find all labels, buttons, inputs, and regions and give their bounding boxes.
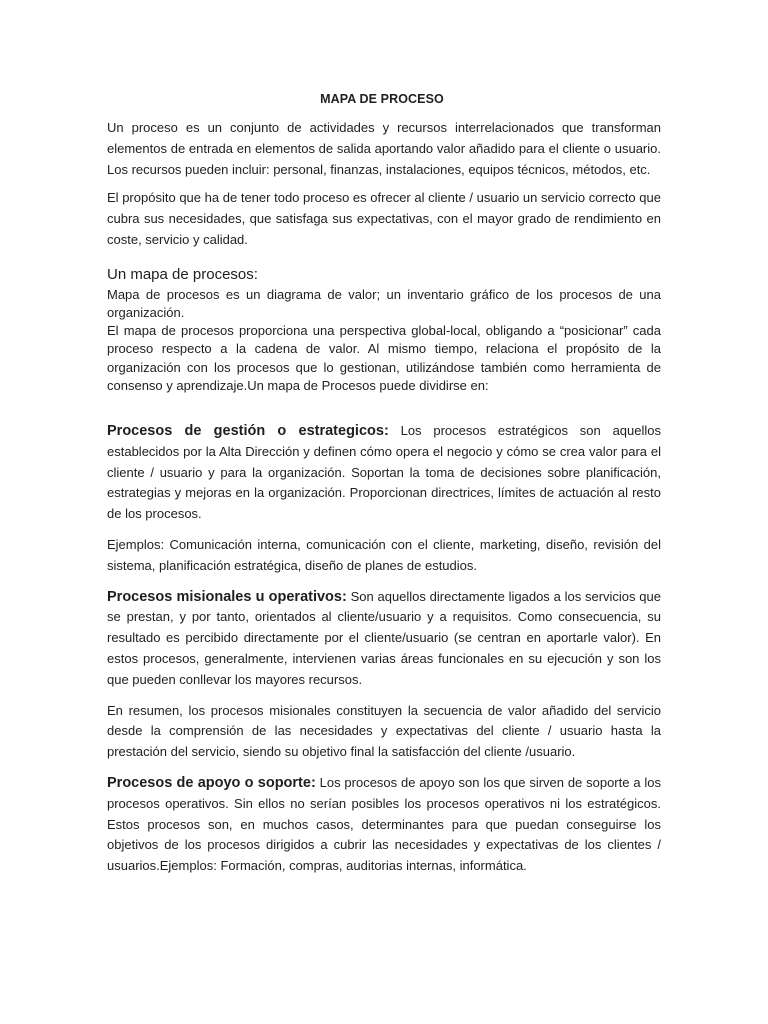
intro-paragraph-2: El propósito que ha de tener todo proceso es ofrecer al cliente / usuario un servicio correcto que cubra sus necesidades, que satisfaga sus expectativas, con el mayor grado de rendimiento en coste, servicio y calidad. [107,190,661,247]
support-text: Los procesos de apoyo son los que sirven de soporte a los procesos operativos. Sin ellos no serían posibles los procesos operativos ni los estratégicos. Estos procesos son, en muchos casos, determinantes para que puedan conseguirse los objetivos de los procesos dirigidos a cubrir las necesidades y expectativas de los clientes / usuarios.Ejemplos: Formación, compras, auditorias internas, informática. [107,774,661,874]
intro-paragraph-1: Un proceso es un conjunto de actividades y recursos interrelacionados que transforman elementos de entrada en elementos de salida aportando valor añadido para el cliente o usuario. Los recursos pueden incluir: personal, finanzas, instalaciones, equipos técnicos, métodos, etc. [107,120,661,177]
operational-summary: En resumen, los procesos misionales constituyen la secuencia de valor añadido del servicio desde la comprensión de las necesidades y expectativas del cliente / usuario hasta la prestación del servicio, siendo su objetivo final la satisfacción del cliente /usuario. [107,702,661,760]
strategic-examples: Ejemplos: Comunicación interna, comunicación con el cliente, marketing, diseño, revisión del sistema, planificación estratégica, diseño de planes de estudios. [107,536,661,573]
map-heading: Un mapa de procesos: [107,265,258,283]
map-paragraph-2: El mapa de procesos proporciona una perspectiva global-local, obligando a “posicionar” cada proceso respecto a la cadena de valor. Al mismo tiempo, relaciona el propósito de la organización con los procesos que lo gestionan, utilizándose también como herramienta de consenso y aprendizaje.Un mapa de Procesos puede dividirse en: [107,323,661,393]
strategic-paragraph [107,421,661,525]
support-lead: Procesos de apoyo o soporte: [107,774,316,791]
strategic-lead: Procesos de gestión o estrategicos: [107,423,389,439]
document-title: MAPA DE PROCESO [320,92,444,106]
operational-lead: Procesos misionales u operativos: [107,588,347,605]
support-paragraph [107,773,661,877]
strategic-text: Los procesos estratégicos son aquellos establecidos por la Alta Dirección y definen cómo opera el negocio y cómo se crea valor para el cliente / usuario y para la organización. Soportan la toma de decisiones sobre planificación, estrategias y mejoras en la organización. Proporcionan directrices, límites de actuación al resto de los procesos. [107,423,661,522]
operational-text: Son aquellos directamente ligados a los servicios que se prestan, y por tanto, orientados al cliente/usuario y a requisitos. Como consecuencia, su resultado es percibido directamente por el cliente/usuario (se centran en aportarle valor). En estos procesos, generalmente, intervienen varias áreas funcionales en su ejecución y son los que pueden conllevar los mayores recursos. [107,588,661,687]
operational-paragraph [107,587,661,691]
map-paragraph-1: Mapa de procesos es un diagrama de valor; un inventario gráfico de los procesos de una organización. [107,286,661,320]
